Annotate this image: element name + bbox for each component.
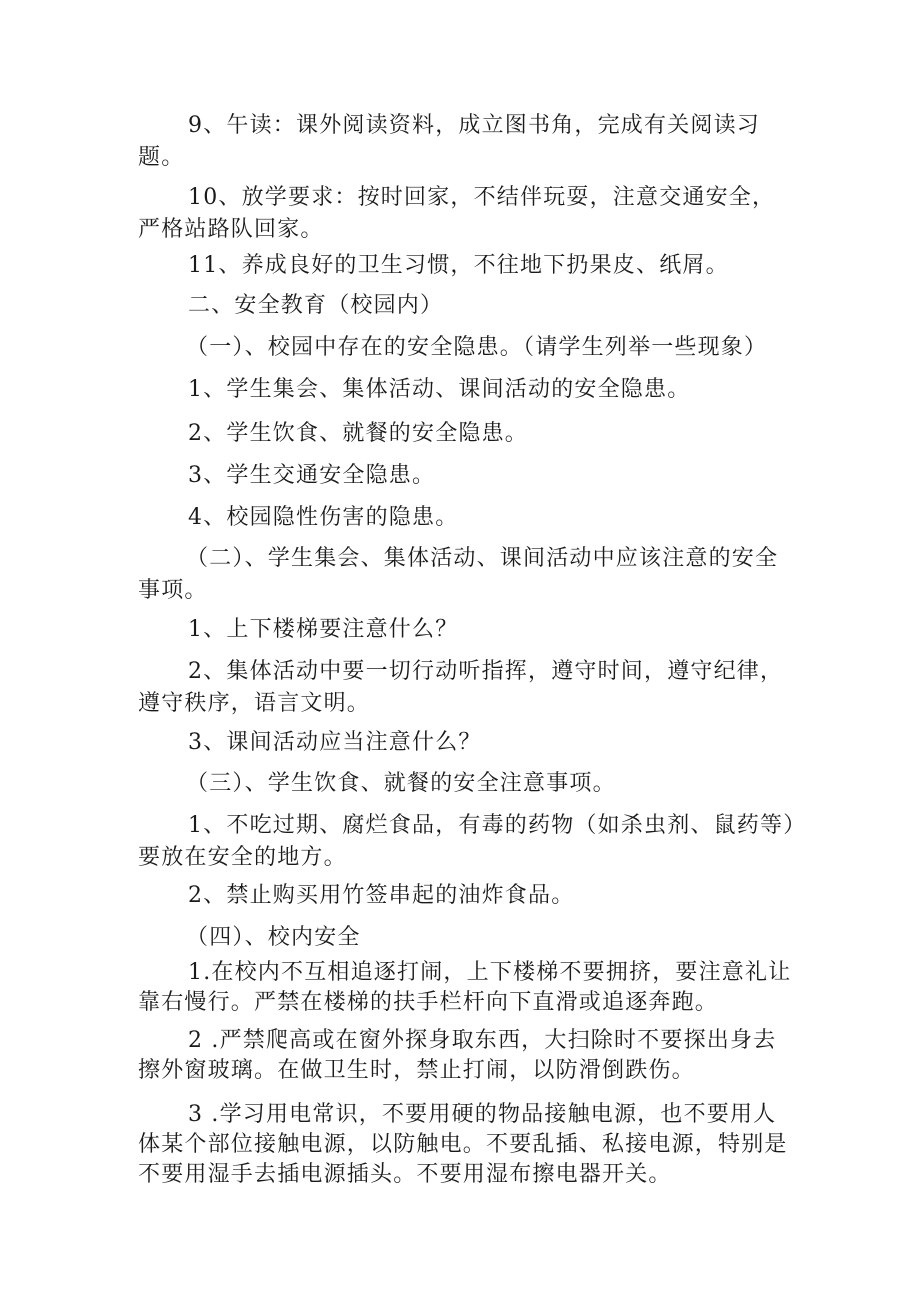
paragraph-9-noon-reading: 9、午读：课外阅读资料，成立图书角，完成有关阅读习题。 xyxy=(138,113,760,170)
paragraph-11-hygiene: 11、养成良好的卫生习惯，不往地下扔果皮、纸屑。 xyxy=(188,253,729,278)
hazard-item-1: 1、学生集会、集体活动、课间活动的安全隐患。 xyxy=(188,377,691,402)
section-heading-safety: 二、安全教育（校园内） xyxy=(188,293,444,318)
campus-item-1: 1.在校内不互相追逐打闹，上下楼梯不要拥挤，要注意礼让靠右慢行。严禁在楼梯的扶手栏杆向下直滑或追逐奔跑。 xyxy=(138,960,792,1015)
subheading-assembly: （二）、学生集会、集体活动、课间活动中应该注意的安全事项。 xyxy=(138,546,779,603)
diet-item-1: 1、不吃过期、腐烂食品，有毒的药物（如杀虫剂、鼠药等）要放在安全的地方。 xyxy=(138,813,796,870)
assembly-item-2: 2、集体活动中要一切行动听指挥，遵守时间，遵守纪律，遵守秩序，语言文明。 xyxy=(138,659,784,716)
assembly-item-3: 3、课间活动应当注意什么？ xyxy=(188,730,482,755)
campus-item-3: 3 .学习用电常识，不要用硬的物品接触电源，也不要用人体某个部位接触电源，以防触电。不要乱插、私接电源，特别是不要用湿手去插电源插头。不要用湿布擦电器开关。 xyxy=(138,1102,788,1187)
diet-item-2: 2、禁止购买用竹签串起的油炸食品。 xyxy=(188,883,575,908)
assembly-item-1: 1、上下楼梯要注意什么？ xyxy=(188,617,459,642)
subheading-diet: （三）、学生饮食、就餐的安全注意事项。 xyxy=(186,771,616,796)
hazard-item-3: 3、学生交通安全隐患。 xyxy=(188,463,436,488)
subheading-campus: （四）、校内安全 xyxy=(186,925,361,950)
campus-item-2: 2 .严禁爬高或在窗外探身取东西，大扫除时不要探出身去擦外窗玻璃。在做卫生时，禁止打闹，以防滑倒跌伤。 xyxy=(138,1028,777,1083)
hazard-item-4: 4、校园隐性伤害的隐患。 xyxy=(188,505,459,530)
subheading-hazards: （一）、校园中存在的安全隐患。（请学生列举一些现象） xyxy=(186,335,768,360)
paragraph-10-after-school: 10、放学要求：按时回家，不结伴玩耍，注意交通安全，严格站路队回家。 xyxy=(138,185,776,242)
hazard-item-2: 2、学生饮食、就餐的安全隐患。 xyxy=(188,421,528,446)
